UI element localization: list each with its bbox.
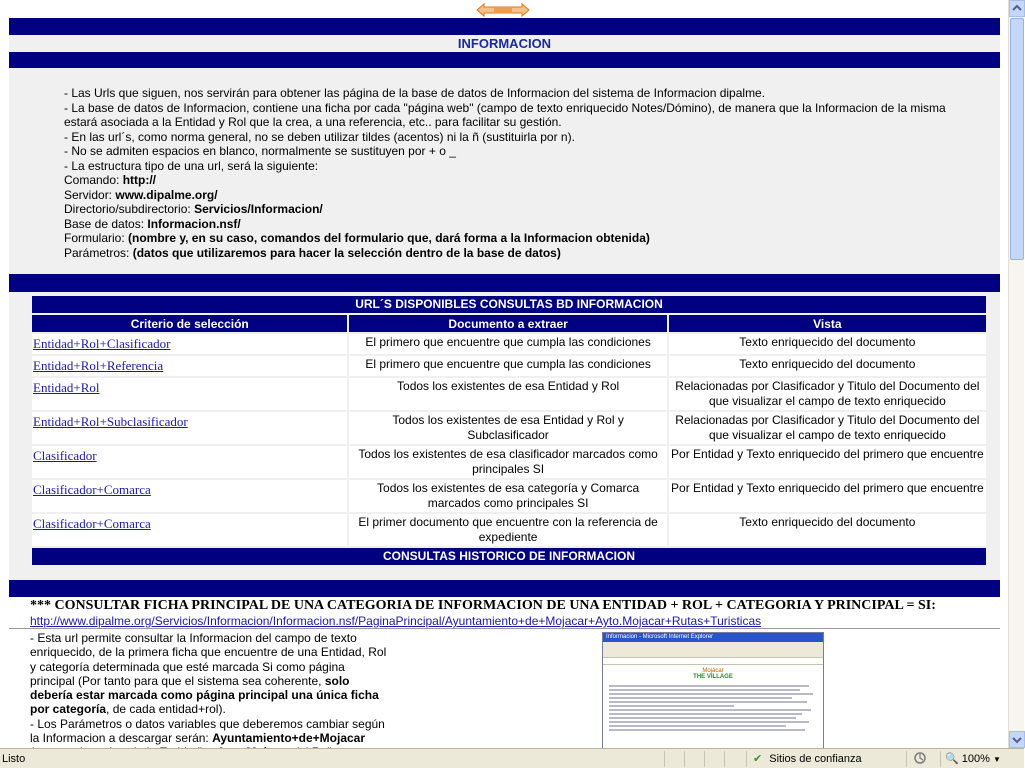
table-row (32, 514, 986, 546)
vista-cell: Texto enriquecido del documento (669, 356, 986, 376)
criterio-link[interactable]: Clasificador (32, 446, 347, 478)
section-divider-bar (9, 580, 1000, 597)
documento-cell: Todos los existentes de esa clasificador marcados como principales SI (349, 446, 666, 478)
intro-line: - En las url´s, como norma general, no se deben utilizar tildes (acentos) ni la ñ (sustituirla por n). (64, 129, 575, 144)
header-bar-bottom (9, 52, 1000, 68)
thumbnail-window-title: Informacion - Microsoft Internet Explorer (603, 633, 823, 642)
documento-cell: Todos los existentes de esa Entidad y Rol y Subclasificador (349, 412, 666, 444)
vista-cell: Texto enriquecido del documento (669, 514, 986, 546)
intro-line: - La base de datos de Informacion, contiene una ficha por cada "página web" (campo de texto enriquecido Notes/Dómino), de manera que la Informacion de la misma estará asociada a la Entidad y Rol que la crea, a una referencia, etc.. para facilitar su gestión. (64, 100, 946, 129)
url-structure-parametros: Parámetros: (datos que utilizaremos para hacer la selección dentro de la base de datos) (64, 245, 561, 260)
intro-text (64, 86, 964, 260)
thumbnail-subheading: THE VILLAGE (693, 674, 733, 680)
consult-paragraph: - Los Parámetros o datos variables que deberemos cambiar según la Informacion a descargar serán: Ayuntamiento+de+Mojacar (30, 716, 385, 746)
zoom-level: 100% (961, 753, 990, 765)
consult-url-link[interactable]: http://www.dipalme.org/Servicios/Informacion/Informacion.nsf/PaginaPrincipal/Ayuntamiento+de+Mojacar+Ayto.Mojacar+Rutas+Turisticas (30, 614, 762, 628)
documento-cell: Todos los existentes de esa Entidad y Rol (349, 378, 666, 410)
security-zone (746, 751, 906, 767)
url-structure-comando: Comando: http:// (64, 173, 157, 187)
intro-line: - Las Urls que siguen, nos servirán para obtener las página de la base de datos de Informacion del sistema de Informacion dipalme. (64, 86, 766, 100)
header-bar-top (9, 18, 1000, 35)
vista-cell: Relacionadas por Clasificador y Titulo del Documento del que visualizar el campo de texto enriquecido (669, 412, 986, 444)
chevron-down-icon: ▼ (992, 755, 1001, 764)
intro-line: - No se admiten espacios en blanco, normalmente se sustituyen por + o _ (64, 144, 456, 158)
scrollbar-thumb[interactable] (1010, 18, 1024, 260)
scroll-up-arrow-icon[interactable] (1009, 0, 1025, 17)
table-row (32, 378, 986, 410)
vista-cell: Texto enriquecido del documento (669, 334, 986, 354)
documento-cell: El primero que encuentre que cumpla las condiciones (349, 334, 666, 354)
consult-description (30, 631, 392, 760)
scroll-down-arrow-icon[interactable] (1009, 731, 1025, 748)
security-zone-label: Sitios de confianza (769, 753, 862, 765)
table-row (32, 356, 986, 376)
criterio-link[interactable]: Entidad+Rol+Referencia (32, 356, 347, 376)
intro-line: - La estructura tipo de una url, será la siguiente: (64, 158, 319, 173)
url-structure-base-datos: Base de datos: Informacion.nsf/ (64, 216, 241, 231)
table-row (32, 480, 986, 512)
col-header-criterio: Criterio de selección (32, 315, 347, 332)
thumbnail-heading: Mojácar (702, 668, 724, 674)
divider-line (9, 628, 1000, 629)
vista-cell: Relacionadas por Clasificador y Titulo del Documento del que visualizar el campo de texto enriquecido (669, 378, 986, 410)
criterio-link[interactable]: Clasificador+Comarca (32, 514, 347, 546)
protected-mode-icon[interactable] (906, 751, 940, 767)
col-header-documento: Documento a extraer (349, 315, 666, 332)
zoom-icon: 🔍 (945, 753, 959, 765)
criterio-link[interactable]: Entidad+Rol+Clasificador (32, 334, 347, 354)
table-row (32, 446, 986, 478)
urls-table (30, 294, 988, 567)
page-title: INFORMACION (9, 35, 1000, 52)
documento-cell: El primero que encuentre que cumpla las condiciones (349, 356, 666, 376)
status-bar (0, 748, 1024, 768)
status-text: Listo (2, 753, 26, 765)
zoom-control[interactable] (940, 751, 1008, 767)
criterio-link[interactable]: Entidad+Rol (32, 378, 347, 410)
consult-heading: *** CONSULTAR FICHA PRINCIPAL DE UNA CATEGORIA DE INFORMACION DE UNA ENTIDAD + ROL + CATEGORIA Y PRINCIPAL = SI: (30, 598, 936, 613)
url-structure-directorio: Directorio/subdirectorio: Servicios/Informacion/ (64, 202, 323, 216)
historico-table-title: CONSULTAS HISTORICO DE INFORMACION (32, 548, 986, 565)
checkmark-icon: ✔ (753, 753, 763, 765)
col-header-vista: Vista (669, 315, 986, 332)
urls-table-title: URL´S DISPONIBLES CONSULTAS BD INFORMACION (32, 296, 986, 313)
vista-cell: Por Entidad y Texto enriquecido del primero que encuentre (669, 480, 986, 512)
section-divider-bar (9, 274, 1000, 292)
documento-cell: Todos los existentes de esa categoría y Comarca marcados como principales SI (349, 480, 666, 512)
consult-paragraph: - Esta url permite consultar la Informacion del campo de texto enriquecido, de la primera ficha que encuentre de una Entidad, Rol y categoría determinada que esté marcada Si como página principal (Por tanto para que el sistema sea coherente, solo debería estar marcada como página principal una única ficha por categoría, de cada entidad+rol). (30, 631, 387, 717)
documento-cell: El primer documento que encuentre con la referencia de expediente (349, 514, 666, 546)
vertical-scrollbar[interactable] (1008, 0, 1024, 748)
url-structure-formulario: Formulario: (nombre y, en su caso, comandos del formulario que, dará forma a la Informacion obtenida) (64, 231, 650, 245)
criterio-link[interactable]: Clasificador+Comarca (32, 480, 347, 512)
url-structure-servidor: Servidor: www.dipalme.org/ (64, 187, 218, 202)
prev-next-nav[interactable] (476, 3, 530, 17)
vista-cell: Por Entidad y Texto enriquecido del primero que encuentre (669, 446, 986, 478)
table-row (32, 334, 986, 354)
criterio-link[interactable]: Entidad+Rol+Subclasificador (32, 412, 347, 444)
table-row (32, 412, 986, 444)
example-screenshot-image (602, 632, 824, 750)
